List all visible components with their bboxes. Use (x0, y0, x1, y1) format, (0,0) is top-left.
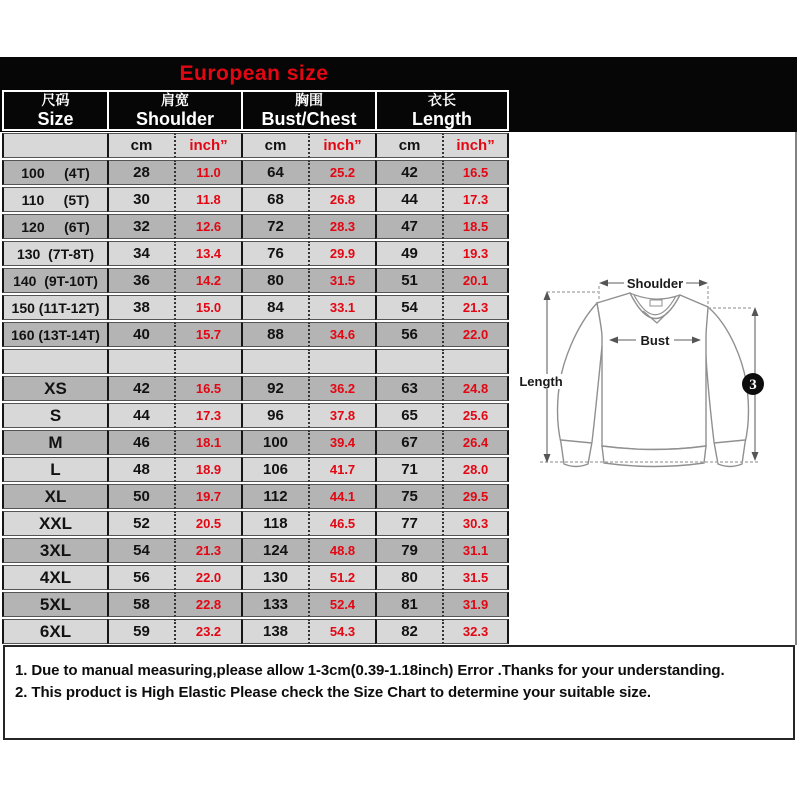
bust-inch-unit: inch” (308, 133, 375, 158)
bust-cm-cell: 68 (241, 187, 308, 212)
hem-band (602, 446, 706, 467)
neck-top-line (630, 293, 680, 299)
shoulder-arrow-left (599, 280, 608, 287)
size-table (2, 88, 509, 646)
size-cell: 100 (4T) (2, 160, 107, 185)
shoulder-cm-cell: 28 (107, 160, 174, 185)
spacer-row (2, 349, 509, 374)
size-cell: XXL (2, 511, 107, 536)
right-arrow-top (752, 307, 759, 316)
size-cell: 3XL (2, 538, 107, 563)
length-cm-cell: 77 (375, 511, 442, 536)
bust-cm-cell: 124 (241, 538, 308, 563)
shoulder-inch-cell: 18.9 (174, 457, 241, 482)
bust-inch-cell: 34.6 (308, 322, 375, 347)
size-row (2, 430, 509, 455)
col-head-length-zh: 衣长 (428, 92, 457, 108)
size-row (2, 241, 509, 266)
col-head-length-en: Length (412, 109, 473, 129)
bust-cm-cell: 100 (241, 430, 308, 455)
length-inch-cell: 31.9 (442, 592, 509, 617)
size-row (2, 268, 509, 293)
length-cm-cell: 65 (375, 403, 442, 428)
length-cm-cell: 82 (375, 619, 442, 644)
shoulder-inch-cell: 15.7 (174, 322, 241, 347)
length-inch-cell (442, 349, 509, 374)
bust-cm-cell: 92 (241, 376, 308, 401)
shoulder-cm-cell: 36 (107, 268, 174, 293)
right-arrow-bottom (752, 452, 759, 461)
bust-cm-cell: 80 (241, 268, 308, 293)
length-inch-cell: 20.1 (442, 268, 509, 293)
bust-inch-cell: 48.8 (308, 538, 375, 563)
bust-inch-cell: 39.4 (308, 430, 375, 455)
bust-cm-cell: 130 (241, 565, 308, 590)
length-cm-cell (375, 349, 442, 374)
shoulder-inch-cell: 17.3 (174, 403, 241, 428)
length-cm-unit: cm (375, 133, 442, 158)
bust-inch-cell: 26.8 (308, 187, 375, 212)
size-cell: M (2, 430, 107, 455)
size-row (2, 457, 509, 482)
bust-inch-cell: 41.7 (308, 457, 375, 482)
size-cell: L (2, 457, 107, 482)
length-label: Length (519, 374, 563, 389)
length-cm-cell: 56 (375, 322, 442, 347)
length-inch-cell: 30.3 (442, 511, 509, 536)
size-row (2, 322, 509, 347)
col-head-bust (241, 90, 375, 131)
size-cell: XS (2, 376, 107, 401)
badge-3-number: 3 (749, 377, 757, 393)
bust-cm-cell: 133 (241, 592, 308, 617)
col-head-bust-zh: 胸围 (295, 92, 324, 108)
sweatshirt-measure-diagram (508, 130, 798, 645)
shoulder-cm-cell (107, 349, 174, 374)
size-cell: 160 (13T-14T) (2, 322, 107, 347)
shoulder-cm-cell: 30 (107, 187, 174, 212)
length-inch-cell: 19.3 (442, 241, 509, 266)
col-head-size (2, 90, 107, 131)
shoulder-cm-cell: 44 (107, 403, 174, 428)
size-row (2, 565, 509, 590)
col-head-size-en: Size (37, 109, 74, 129)
body-outline (597, 293, 708, 450)
length-inch-cell: 28.0 (442, 457, 509, 482)
bust-inch-cell: 51.2 (308, 565, 375, 590)
size-cell: 110 (5T) (2, 187, 107, 212)
bust-inch-cell: 37.8 (308, 403, 375, 428)
bust-inch-cell: 33.1 (308, 295, 375, 320)
size-row (2, 592, 509, 617)
shoulder-inch-cell: 23.2 (174, 619, 241, 644)
col-head-shoulder-zh: 肩宽 (161, 92, 189, 108)
col-head-size-zh: 尺码 (41, 92, 70, 108)
size-cell: S (2, 403, 107, 428)
bust-inch-cell: 25.2 (308, 160, 375, 185)
shoulder-inch-cell: 12.6 (174, 214, 241, 239)
size-row (2, 511, 509, 536)
size-cell: 5XL (2, 592, 107, 617)
length-inch-cell: 24.8 (442, 376, 509, 401)
length-inch-cell: 32.3 (442, 619, 509, 644)
unit-row (2, 133, 509, 158)
bust-cm-cell: 88 (241, 322, 308, 347)
length-inch-cell: 26.4 (442, 430, 509, 455)
shoulder-cm-cell: 52 (107, 511, 174, 536)
shoulder-cm-cell: 38 (107, 295, 174, 320)
bust-inch-cell: 44.1 (308, 484, 375, 509)
shoulder-inch-cell: 22.8 (174, 592, 241, 617)
shoulder-inch-unit: inch” (174, 133, 241, 158)
length-cm-cell: 47 (375, 214, 442, 239)
bust-inch-cell: 36.2 (308, 376, 375, 401)
shoulder-inch-cell: 13.4 (174, 241, 241, 266)
size-row (2, 538, 509, 563)
shoulder-inch-cell: 21.3 (174, 538, 241, 563)
col-head-length (375, 90, 509, 131)
bust-cm-cell: 106 (241, 457, 308, 482)
shoulder-cm-cell: 34 (107, 241, 174, 266)
length-inch-cell: 31.1 (442, 538, 509, 563)
bust-cm-cell (241, 349, 308, 374)
size-cell: XL (2, 484, 107, 509)
bust-cm-cell: 72 (241, 214, 308, 239)
right-sleeve (705, 307, 748, 467)
shoulder-inch-cell: 16.5 (174, 376, 241, 401)
size-cell: 140 (9T-10T) (2, 268, 107, 293)
length-cm-cell: 75 (375, 484, 442, 509)
shoulder-inch-cell: 11.0 (174, 160, 241, 185)
length-cm-cell: 71 (375, 457, 442, 482)
length-cm-cell: 80 (375, 565, 442, 590)
length-inch-cell: 21.3 (442, 295, 509, 320)
bust-label: Bust (640, 333, 670, 348)
note-line-1: 1. Due to manual measuring,please allow 1-3cm(0.39-1.18inch) Error .Thanks for your understanding. (15, 662, 725, 679)
size-cell: 130 (7T-8T) (2, 241, 107, 266)
length-arrow-bottom (544, 454, 551, 463)
bust-cm-cell: 96 (241, 403, 308, 428)
shoulder-cm-cell: 58 (107, 592, 174, 617)
bust-inch-cell: 28.3 (308, 214, 375, 239)
shoulder-inch-cell: 11.8 (174, 187, 241, 212)
shoulder-cm-cell: 40 (107, 322, 174, 347)
size-cell: 150 (11T-12T) (2, 295, 107, 320)
size-row (2, 187, 509, 212)
shoulder-label: Shoulder (626, 276, 684, 291)
shoulder-inch-cell: 18.1 (174, 430, 241, 455)
shoulder-inch-cell: 15.0 (174, 295, 241, 320)
length-inch-cell: 31.5 (442, 565, 509, 590)
size-row (2, 376, 509, 401)
bust-cm-cell: 64 (241, 160, 308, 185)
size-cell: 120 (6T) (2, 214, 107, 239)
shoulder-cm-unit: cm (107, 133, 174, 158)
bust-inch-cell (308, 349, 375, 374)
bust-cm-cell: 84 (241, 295, 308, 320)
bust-cm-unit: cm (241, 133, 308, 158)
size-row (2, 484, 509, 509)
bust-cm-cell: 112 (241, 484, 308, 509)
chart-title: European size (179, 62, 329, 85)
shoulder-arrow-right (699, 280, 708, 287)
length-cm-cell: 79 (375, 538, 442, 563)
bust-inch-cell: 29.9 (308, 241, 375, 266)
shoulder-cm-cell: 42 (107, 376, 174, 401)
length-inch-cell: 16.5 (442, 160, 509, 185)
shoulder-cm-cell: 54 (107, 538, 174, 563)
bust-inch-cell: 54.3 (308, 619, 375, 644)
bust-inch-cell: 46.5 (308, 511, 375, 536)
shoulder-inch-cell: 19.7 (174, 484, 241, 509)
shoulder-cm-cell: 32 (107, 214, 174, 239)
unit-cell-empty (2, 133, 107, 158)
neck-label-tag (650, 300, 662, 306)
size-row (2, 295, 509, 320)
shoulder-cm-cell: 46 (107, 430, 174, 455)
length-inch-cell: 17.3 (442, 187, 509, 212)
bust-inch-cell: 31.5 (308, 268, 375, 293)
table-header-row (2, 90, 509, 131)
col-head-shoulder (107, 90, 241, 131)
length-inch-cell: 25.6 (442, 403, 509, 428)
shoulder-cm-cell: 48 (107, 457, 174, 482)
length-cm-cell: 63 (375, 376, 442, 401)
shoulder-inch-cell: 22.0 (174, 565, 241, 590)
shoulder-inch-cell: 14.2 (174, 268, 241, 293)
shoulder-cm-cell: 50 (107, 484, 174, 509)
length-cm-cell: 44 (375, 187, 442, 212)
bust-cm-cell: 138 (241, 619, 308, 644)
length-cm-cell: 49 (375, 241, 442, 266)
shoulder-inch-cell (174, 349, 241, 374)
bust-cm-cell: 76 (241, 241, 308, 266)
length-inch-cell: 22.0 (442, 322, 509, 347)
size-cell: 6XL (2, 619, 107, 644)
col-head-bust-en: Bust/Chest (261, 109, 357, 129)
shoulder-cm-cell: 56 (107, 565, 174, 590)
col-head-shoulder-en: Shoulder (136, 109, 215, 129)
length-cm-cell: 42 (375, 160, 442, 185)
shoulder-inch-cell: 20.5 (174, 511, 241, 536)
length-inch-unit: inch” (442, 133, 509, 158)
size-table-body (2, 160, 509, 644)
size-row (2, 403, 509, 428)
length-cm-cell: 51 (375, 268, 442, 293)
shoulder-cm-cell: 59 (107, 619, 174, 644)
size-cell (2, 349, 107, 374)
length-cm-cell: 54 (375, 295, 442, 320)
note-line-2: 2. This product is High Elastic Please check the Size Chart to determine your suitable size. (15, 684, 651, 701)
notes-box (3, 645, 795, 740)
length-cm-cell: 81 (375, 592, 442, 617)
length-inch-cell: 29.5 (442, 484, 509, 509)
bust-cm-cell: 118 (241, 511, 308, 536)
length-inch-cell: 18.5 (442, 214, 509, 239)
size-row (2, 619, 509, 644)
size-cell: 4XL (2, 565, 107, 590)
length-cm-cell: 67 (375, 430, 442, 455)
size-row (2, 160, 509, 185)
bust-inch-cell: 52.4 (308, 592, 375, 617)
size-row (2, 214, 509, 239)
